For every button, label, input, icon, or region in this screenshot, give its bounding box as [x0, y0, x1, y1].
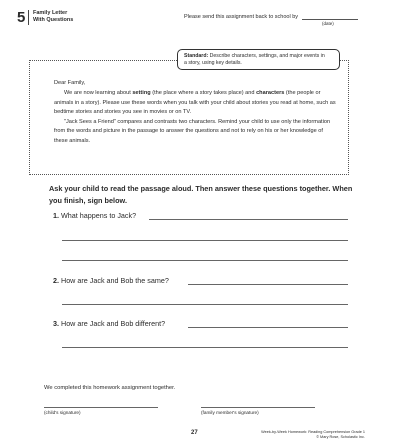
- answer-line-1b[interactable]: [62, 240, 348, 241]
- completion-statement: We completed this homework assignment together.: [44, 385, 176, 391]
- family-signature-caption: (family member's signature): [201, 410, 259, 415]
- answer-line-2b[interactable]: [62, 304, 348, 305]
- week-number: 5: [17, 9, 26, 26]
- term-setting: setting: [132, 90, 151, 97]
- question-1-number: 1.: [53, 211, 59, 220]
- standard-text-2: a story, using key details.: [184, 59, 242, 66]
- letter-greeting: Dear Family,: [54, 80, 86, 86]
- family-signature-line[interactable]: [201, 407, 315, 408]
- header-label-line2: With Questions: [33, 16, 74, 23]
- answer-line-1a[interactable]: [149, 219, 348, 220]
- question-1: [53, 211, 136, 221]
- send-back-text: Please send this assignment back to school by: [184, 14, 299, 20]
- letter-p1-a: We are now learning about: [64, 90, 133, 97]
- question-1-text: What happens to Jack?: [59, 211, 137, 220]
- credit-line-2: © Mary Rose, Scholastic Inc.: [316, 434, 365, 439]
- question-3-text: How are Jack and Bob different?: [59, 319, 166, 328]
- date-caption: (date): [322, 21, 334, 26]
- instructions: Ask your child to read the passage aloud. Then answer these questions together. When you finish, sign below.: [49, 184, 353, 205]
- answer-line-1c[interactable]: [62, 260, 348, 261]
- question-3: [53, 319, 165, 329]
- question-3-number: 3.: [53, 319, 59, 328]
- question-2: [53, 276, 169, 286]
- question-2-text: How are Jack and Bob the same?: [59, 276, 169, 285]
- answer-line-3a[interactable]: [188, 327, 348, 328]
- credit-line-1: Week-by-Week Homework: Reading Comprehension Grade 1: [261, 430, 365, 434]
- letter-p1-b: (the place where a story takes place) and: [150, 90, 257, 97]
- header-label-line1: Family Letter: [33, 10, 68, 16]
- family-letter: [54, 79, 338, 147]
- letter-paragraph-1: [54, 89, 338, 118]
- letter-paragraph-2: "Jack Sees a Friend" compares and contrasts two characters. Remind your child to use only the information from the words and picture in the passage to answer the questions and not to rely on his or her knowledge of these animals.: [54, 118, 331, 145]
- date-input-line[interactable]: [302, 19, 358, 20]
- header-divider: [28, 10, 29, 25]
- term-characters: characters: [256, 90, 285, 97]
- child-signature-line[interactable]: [44, 407, 158, 408]
- answer-line-2a[interactable]: [188, 284, 348, 285]
- child-signature-caption: (child's signature): [44, 410, 81, 415]
- credit-line: [261, 430, 365, 439]
- letter-p1-c: (the people or animals in a story). Please use these words when you talk with your child about stories you read at home, such as bedtime stories and stories you see in movies or on TV.: [54, 90, 336, 116]
- standard-callout: [177, 49, 340, 70]
- header-label: [33, 10, 73, 23]
- answer-line-3b[interactable]: [62, 347, 348, 348]
- question-2-number: 2.: [53, 276, 59, 285]
- standard-text-1: Describe characters, settings, and major events in: [208, 53, 325, 59]
- standard-label: Standard:: [184, 53, 209, 59]
- page-number: 27: [191, 430, 198, 436]
